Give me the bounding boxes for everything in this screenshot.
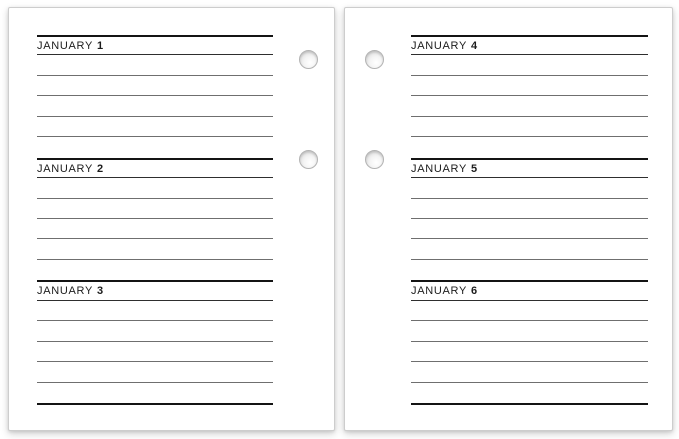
month-label: JANUARY — [37, 40, 94, 52]
ruled-line — [411, 362, 648, 382]
ruled-line — [37, 239, 273, 259]
ruled-line — [411, 301, 648, 321]
day-number: 1 — [97, 40, 104, 52]
ruled-line — [37, 178, 273, 198]
planner-page-left — [8, 7, 335, 431]
ruled-line — [411, 321, 648, 341]
ruled-line — [37, 321, 273, 341]
section-divider — [411, 403, 648, 405]
ruled-line — [37, 301, 273, 321]
day-number: 4 — [471, 40, 478, 52]
binder-hole-icon — [299, 150, 318, 169]
day-number: 3 — [97, 285, 104, 298]
day-header — [37, 158, 273, 178]
day-section-january-4 — [411, 35, 648, 158]
ruled-line — [37, 96, 273, 116]
day-number: 6 — [471, 285, 478, 298]
ruled-line — [411, 342, 648, 362]
month-label: JANUARY — [37, 285, 94, 298]
month-label: JANUARY — [37, 162, 94, 175]
binder-hole-icon — [299, 50, 318, 69]
ruled-line — [411, 76, 648, 96]
month-label: JANUARY — [411, 40, 468, 52]
planner-page-right — [344, 7, 673, 431]
page-content — [37, 35, 273, 405]
ruled-line — [411, 239, 648, 259]
day-section-january-2 — [37, 158, 273, 281]
day-header — [411, 158, 648, 178]
day-header — [411, 35, 648, 55]
page-content — [411, 35, 648, 405]
ruled-line — [37, 199, 273, 219]
day-section-january-3 — [37, 280, 273, 403]
day-header — [37, 280, 273, 300]
month-label: JANUARY — [411, 285, 468, 298]
ruled-line — [411, 96, 648, 116]
ruled-line — [37, 342, 273, 362]
section-divider — [37, 403, 273, 405]
ruled-line — [411, 219, 648, 239]
day-number: 2 — [97, 162, 104, 175]
ruled-line — [411, 178, 648, 198]
month-label: JANUARY — [411, 162, 468, 175]
day-number: 5 — [471, 162, 478, 175]
ruled-line — [37, 219, 273, 239]
day-header — [411, 280, 648, 300]
ruled-line — [411, 55, 648, 75]
ruled-line — [37, 76, 273, 96]
ruled-line — [37, 117, 273, 137]
ruled-line — [37, 55, 273, 75]
day-section-january-5 — [411, 158, 648, 281]
day-section-january-1 — [37, 35, 273, 158]
ruled-line — [411, 199, 648, 219]
binder-hole-icon — [365, 50, 384, 69]
ruled-line — [411, 117, 648, 137]
day-header — [37, 35, 273, 55]
ruled-line — [37, 362, 273, 382]
binder-hole-icon — [365, 150, 384, 169]
day-section-january-6 — [411, 280, 648, 403]
